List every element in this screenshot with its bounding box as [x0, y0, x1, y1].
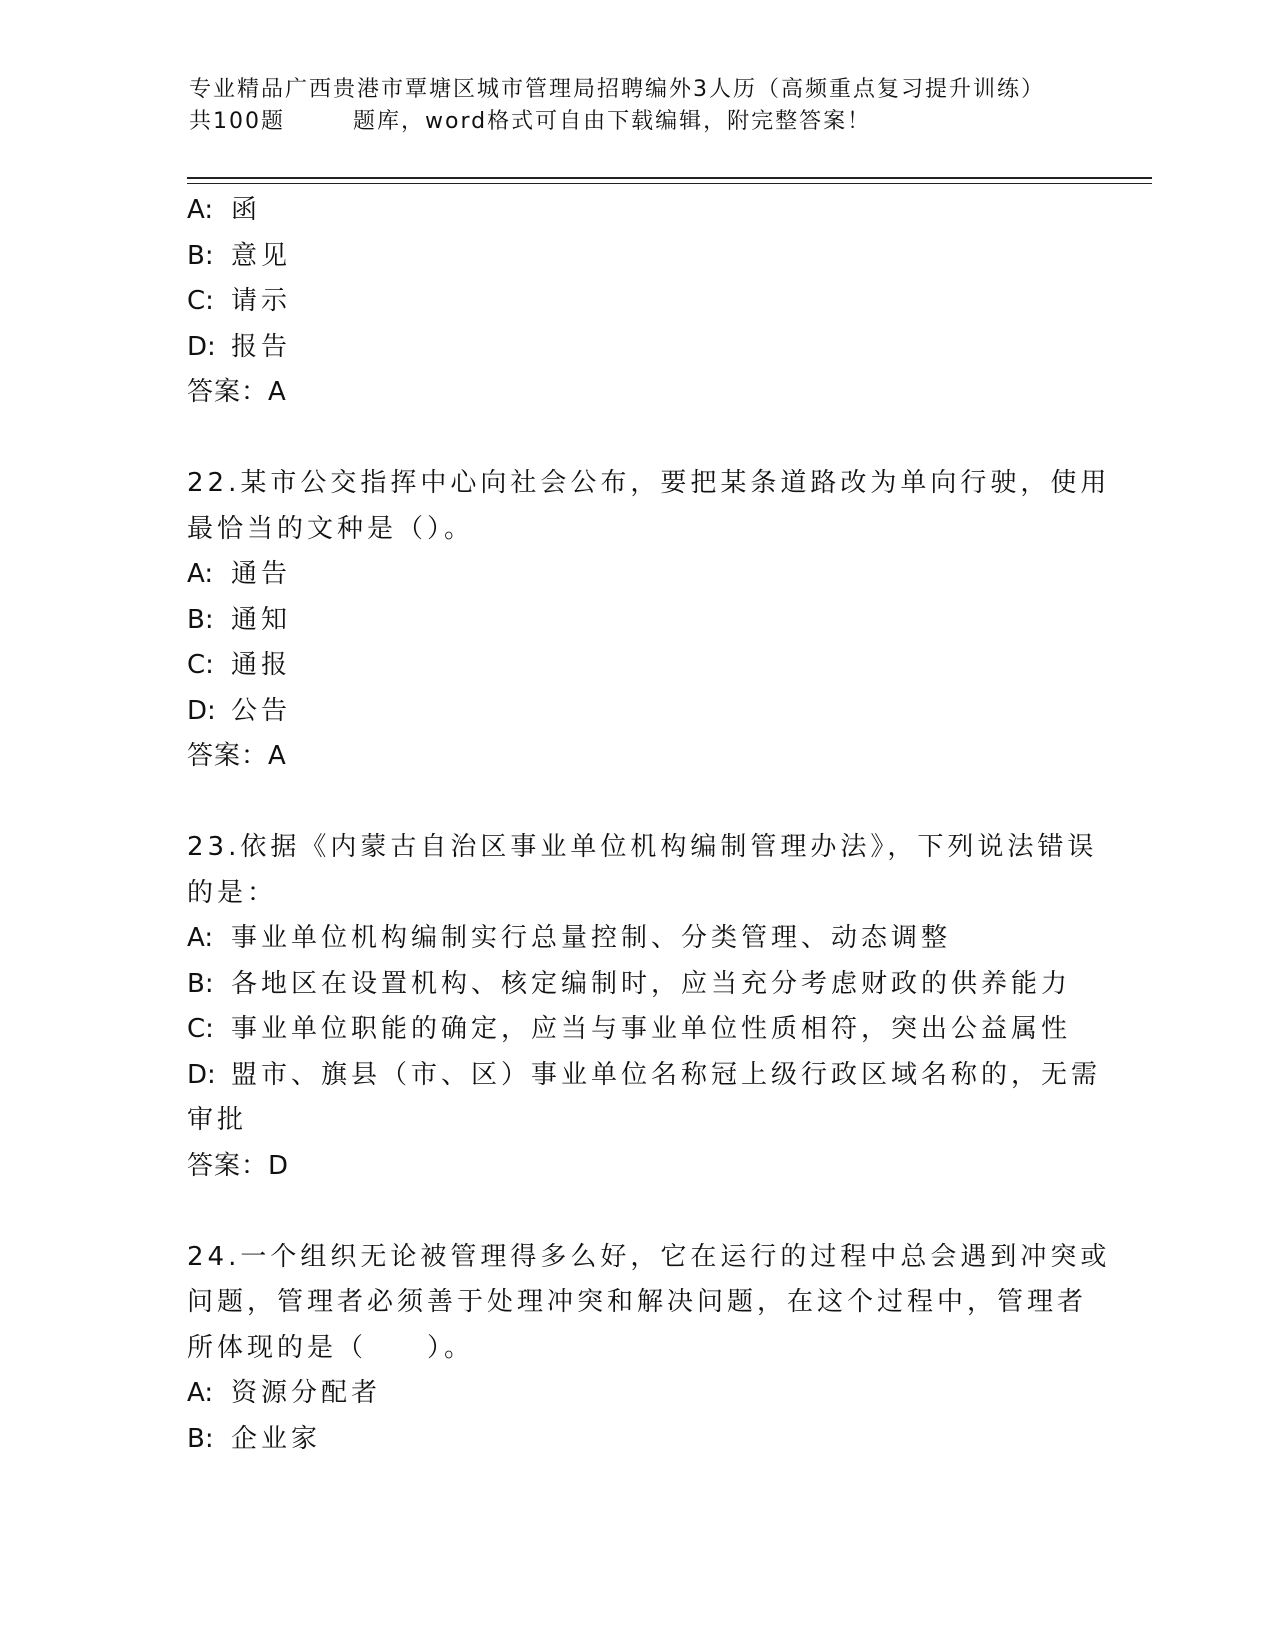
- header-title-line2: [189, 106, 1069, 138]
- option-c: [187, 279, 1087, 325]
- option-b: [187, 1417, 1087, 1463]
- option-text: 事业单位职能的确定，应当与事业单位性质相符，突出公益属性: [231, 1014, 1072, 1044]
- question-stem-cont: 的是：: [187, 877, 278, 908]
- option-label: A:: [187, 559, 214, 589]
- option-text: 报告: [231, 331, 292, 362]
- option-d: [187, 1053, 1102, 1099]
- option-c: [187, 643, 1087, 689]
- option-text: 意见: [231, 240, 292, 271]
- option-d: [187, 689, 1087, 735]
- header-subtitle: 题库，word格式可自由下载编辑，附完整答案！: [353, 109, 872, 134]
- question-21: [187, 188, 1087, 416]
- option-label: B:: [187, 240, 214, 271]
- option-label: C:: [187, 650, 214, 680]
- header-title-line1: 专业精品广西贵港市覃塘区城市管理局招聘编外3人历（高频重点复习提升训练）: [189, 77, 1045, 102]
- option-c: [187, 1007, 1087, 1053]
- question-24: [187, 1235, 1111, 1463]
- question-22: [187, 461, 1111, 780]
- question-stem-cont: 所体现的是（ ）。: [187, 1332, 475, 1363]
- option-a: [187, 916, 1087, 962]
- option-label: C:: [187, 1014, 214, 1044]
- option-label: B:: [187, 968, 214, 999]
- option-label: A:: [187, 1378, 214, 1408]
- header-question-count: 共100题: [189, 109, 285, 134]
- option-text: 资源分配者: [231, 1378, 382, 1408]
- option-b: [187, 962, 1087, 1008]
- option-a: [187, 188, 1087, 234]
- option-d-cont: 审批: [187, 1105, 248, 1135]
- option-label: A:: [187, 923, 214, 953]
- question-list: [187, 188, 1111, 1462]
- question-stem: 22.某市公交指挥中心向社会公布，要把某条道路改为单向行驶，使用: [187, 468, 1111, 498]
- option-a: [187, 552, 1087, 598]
- header-divider: [187, 177, 1152, 179]
- answer: 答案：A: [187, 741, 287, 771]
- answer: 答案：D: [187, 1150, 290, 1181]
- page-header: [189, 74, 1069, 138]
- option-text: 函: [231, 195, 262, 225]
- option-label: C:: [187, 286, 214, 316]
- question-stem-cont: 问题，管理者必须善于处理冲突和解决问题，在这个过程中，管理者: [187, 1287, 1088, 1317]
- option-text: 通报: [231, 650, 292, 680]
- option-label: D:: [187, 695, 216, 726]
- option-text: 公告: [231, 695, 292, 726]
- question-stem: 24.一个组织无论被管理得多么好，它在运行的过程中总会遇到冲突或: [187, 1241, 1111, 1272]
- option-label: B:: [187, 1423, 214, 1454]
- option-label: B:: [187, 604, 214, 635]
- option-text: 事业单位机构编制实行总量控制、分类管理、动态调整: [231, 923, 952, 953]
- question-stem: 23.依据《内蒙古自治区事业单位机构编制管理办法》，下列说法错误: [187, 832, 1098, 862]
- option-text: 通知: [231, 604, 292, 635]
- option-label: D:: [187, 331, 216, 362]
- option-text: 各地区在设置机构、核定编制时，应当充分考虑财政的供养能力: [231, 968, 1072, 999]
- option-a: [187, 1371, 1087, 1417]
- option-text: 请示: [231, 286, 292, 316]
- header-divider-thin: [187, 183, 1152, 184]
- option-text: 盟市、旗县（市、区）事业单位名称冠上级行政区域名称的，无需: [231, 1059, 1102, 1090]
- option-text: 通告: [231, 559, 292, 589]
- option-text: 企业家: [231, 1423, 322, 1454]
- option-d: [187, 325, 1087, 371]
- option-label: A:: [187, 195, 214, 225]
- option-label: D:: [187, 1059, 216, 1090]
- answer: 答案：A: [187, 377, 287, 407]
- option-b: [187, 598, 1087, 644]
- question-stem-cont: 最恰当的文种是（）。: [187, 513, 475, 544]
- option-b: [187, 234, 1087, 280]
- question-23: [187, 825, 1102, 1189]
